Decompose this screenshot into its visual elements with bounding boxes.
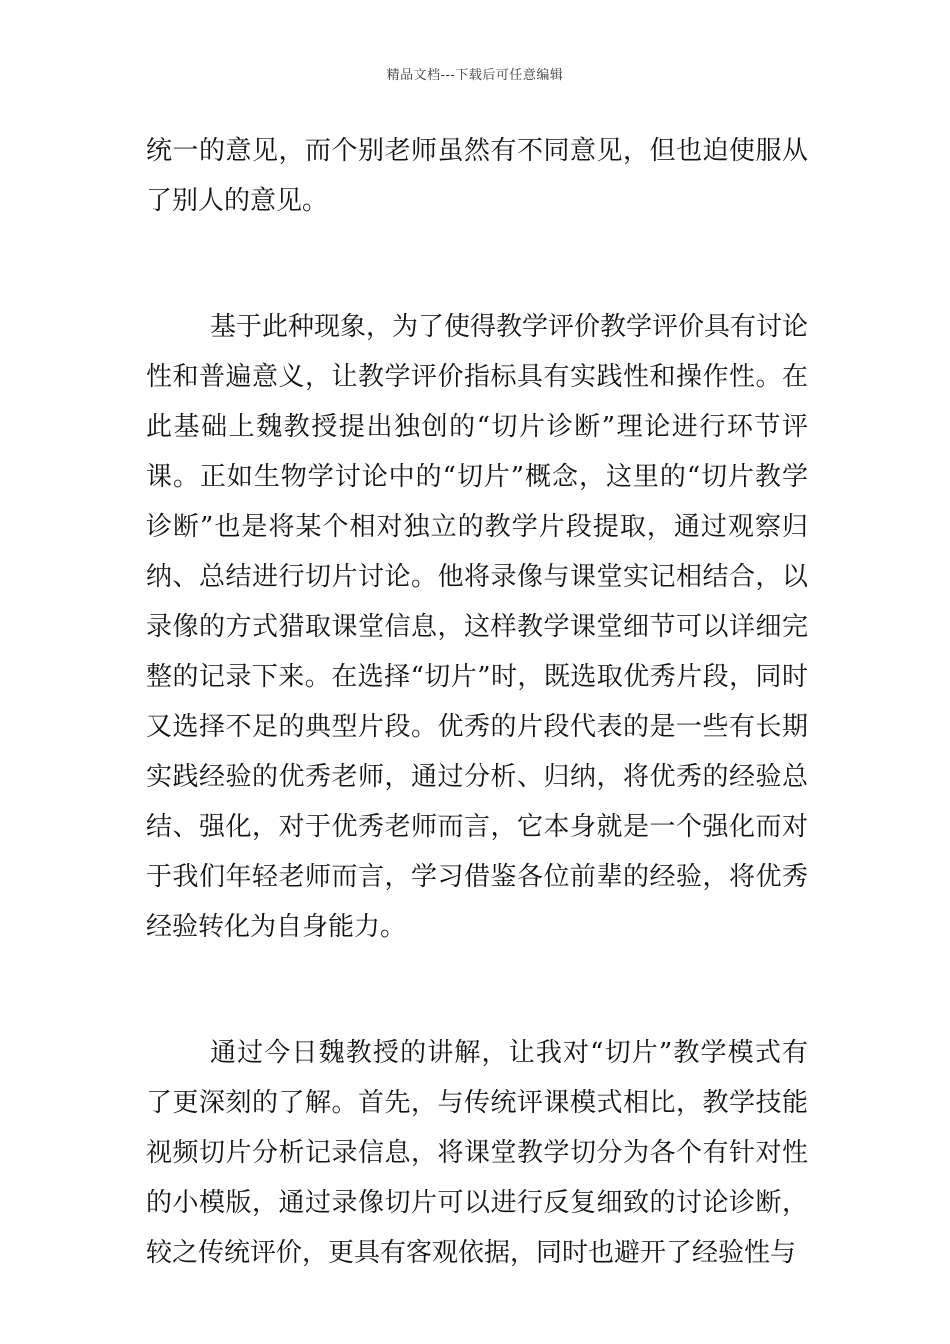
page-header: 精品文档---下载后可任意编辑 xyxy=(386,68,564,83)
document-body xyxy=(146,126,808,1278)
paragraph-spacer xyxy=(146,226,808,302)
paragraph-spacer xyxy=(146,952,808,1028)
paragraph-2: 基于此种现象，为了使得教学评价教学评价具有讨论性和普遍意义，让教学评价指标具有实践性和操作性。在此基础上魏教授提出独创的“切片诊断”理论进行环节评课。正如生物学讨论中的“切片”概念，这里的“切片教学诊断”也是将某个相对独立的教学片段提取，通过观察归纳、总结进行切片讨论。他将录像与课堂实记相结合，以录像的方式猎取课堂信息，这样教学课堂细节可以详细完整的记录下来。在选择“切片”时，既选取优秀片段，同时又选择不足的典型片段。优秀的片段代表的是一些有长期实践经验的优秀老师，通过分析、归纳，将优秀的经验总结、强化，对于优秀老师而言，它本身就是一个强化而对于我们年轻老师而言，学习借鉴各位前辈的经验，将优秀经验转化为自身能力。 xyxy=(146,312,809,942)
paragraph-1: 统一的意见，而个别老师虽然有不同意见，但也迫使服从了别人的意见。 xyxy=(146,136,808,216)
paragraph-3: 通过今日魏教授的讲解，让我对“切片”教学模式有了更深刻的了解。首先，与传统评课模式相比，教学技能视频切片分析记录信息，将课堂教学切分为各个有针对性的小模版，通过录像切片可以进行反复细致的讨论诊断，较之传统评价，更具有客观依据，同时也避开了经验性与 xyxy=(146,1038,808,1268)
